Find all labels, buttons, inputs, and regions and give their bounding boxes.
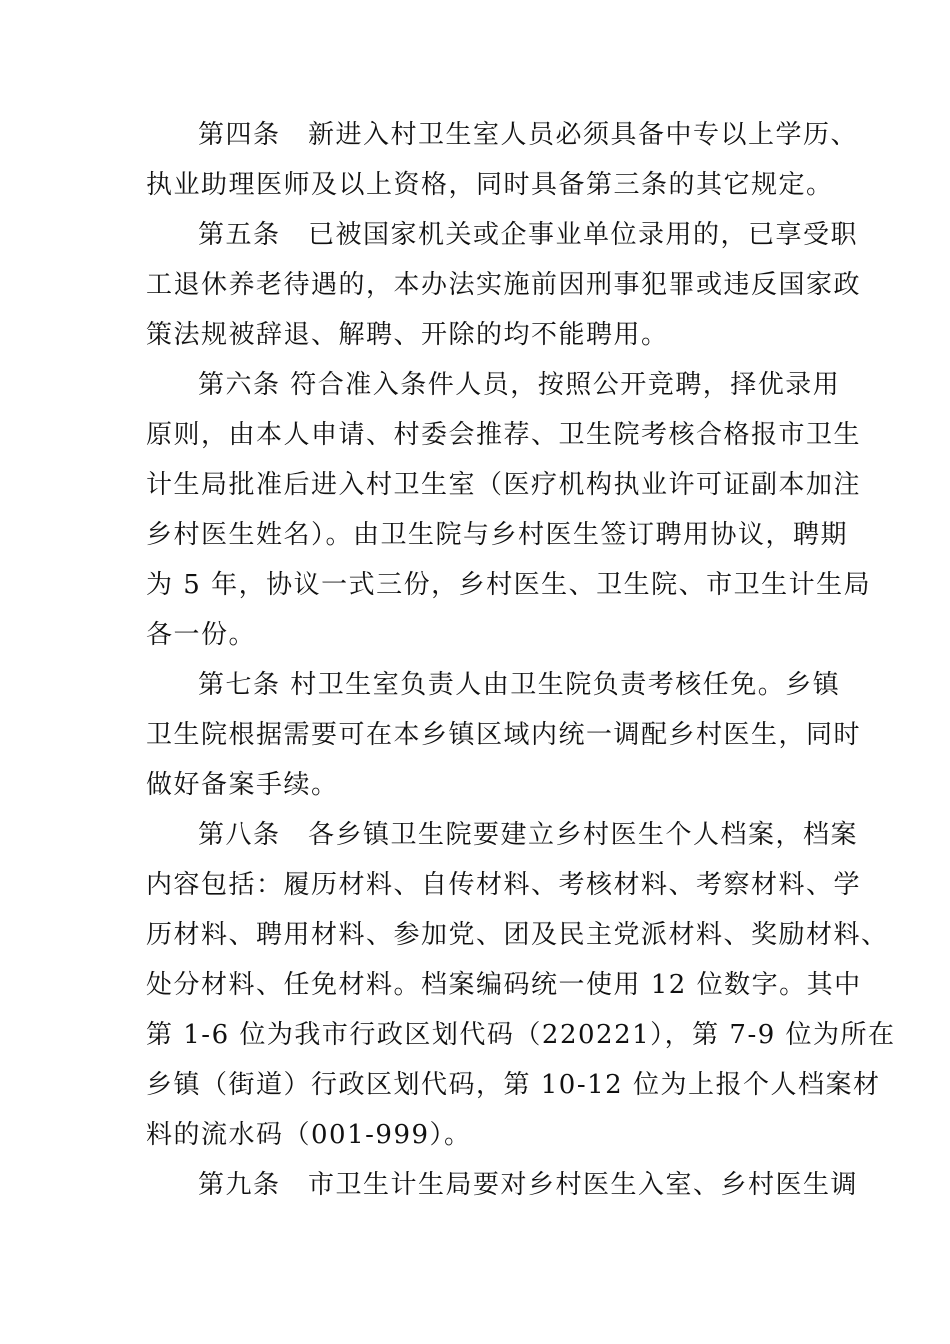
text-line: 策法规被辞退、解聘、开除的均不能聘用。 (146, 320, 669, 350)
text-line: 处分材料、任免材料。档案编码统一使用 12 位数字。其中 (146, 970, 862, 1000)
text-line: 第六条 符合准入条件人员，按照公开竞聘，择优录用 (198, 370, 841, 400)
text-line: 为 5 年，协议一式三份，乡村医生、卫生院、市卫生计生局 (146, 570, 872, 600)
text-line: 乡村医生姓名）。由卫生院与乡村医生签订聘用协议，聘期 (146, 520, 849, 550)
text-line: 计生局批准后进入村卫生室（医疗机构执业许可证副本加注 (146, 470, 862, 500)
text-line: 料的流水码（001-999）。 (146, 1120, 472, 1150)
text-line: 内容包括：履历材料、自传材料、考核材料、考察材料、学 (146, 870, 862, 900)
text-line: 第八条 各乡镇卫生院要建立乡村医生个人档案，档案 (198, 820, 859, 850)
text-line: 做好备案手续。 (146, 770, 339, 800)
text-line: 第九条 市卫生计生局要对乡村医生入室、乡村医生调 (198, 1170, 859, 1200)
text-line: 执业助理医师及以上资格，同时具备第三条的其它规定。 (146, 170, 834, 200)
text-line: 乡镇（街道）行政区划代码，第 10-12 位为上报个人档案材 (146, 1070, 881, 1100)
text-line: 第七条 村卫生室负责人由卫生院负责考核任免。乡镇 (198, 670, 841, 700)
text-line: 卫生院根据需要可在本乡镇区域内统一调配乡村医生，同时 (146, 720, 862, 750)
text-line: 原则，由本人申请、村委会推荐、卫生院考核合格报市卫生 (146, 420, 862, 450)
text-line: 第五条 已被国家机关或企事业单位录用的，已享受职 (198, 220, 859, 250)
text-line: 第 1-6 位为我市行政区划代码（220221），第 7-9 位为所在 (146, 1020, 896, 1050)
text-line: 第四条 新进入村卫生室人员必须具备中专以上学历、 (198, 120, 859, 150)
text-line: 各一份。 (146, 620, 257, 650)
document-body (146, 110, 896, 1210)
text-line: 历材料、聘用材料、参加党、团及民主党派材料、奖励材料、 (146, 920, 889, 950)
text-line: 工退休养老待遇的，本办法实施前因刑事犯罪或违反国家政 (146, 270, 862, 300)
